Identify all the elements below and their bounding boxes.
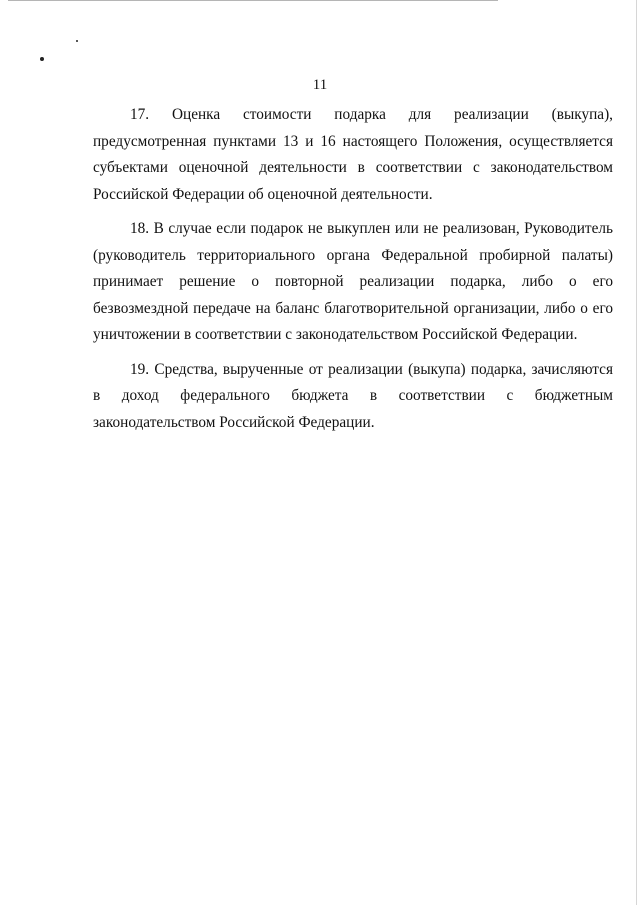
document-body bbox=[93, 102, 613, 444]
scan-speck bbox=[76, 40, 78, 42]
scan-top-edge bbox=[8, 0, 498, 1]
scan-right-edge bbox=[636, 0, 637, 905]
scan-speck bbox=[40, 57, 44, 61]
page-number: 11 bbox=[312, 77, 328, 93]
paragraph-18: 18. В случае если подарок не выкуплен или не реализован, Руководитель (руководитель территориального органа Федеральной пробирной палаты) принимает решение о повторной реализации подарка, либо о его безвозмездной передаче на баланс благотворительной организации, либо о его уничтожении в соответствии с законодательством Российской Федерации. bbox=[93, 220, 613, 343]
paragraph-17: 17. Оценка стоимости подарка для реализации (выкупа), предусмотренная пунктами 13 и 16 настоящего Положения, осуществляется субъектами оценочной деятельности в соответствии с законодательством Российской Федерации об оценочной деятельности. bbox=[93, 106, 613, 203]
paragraph-19: 19. Средства, вырученные от реализации (выкупа) подарка, зачисляются в доход федерального бюджета в соответствии с бюджетным законодательством Российской Федерации. bbox=[93, 360, 613, 431]
